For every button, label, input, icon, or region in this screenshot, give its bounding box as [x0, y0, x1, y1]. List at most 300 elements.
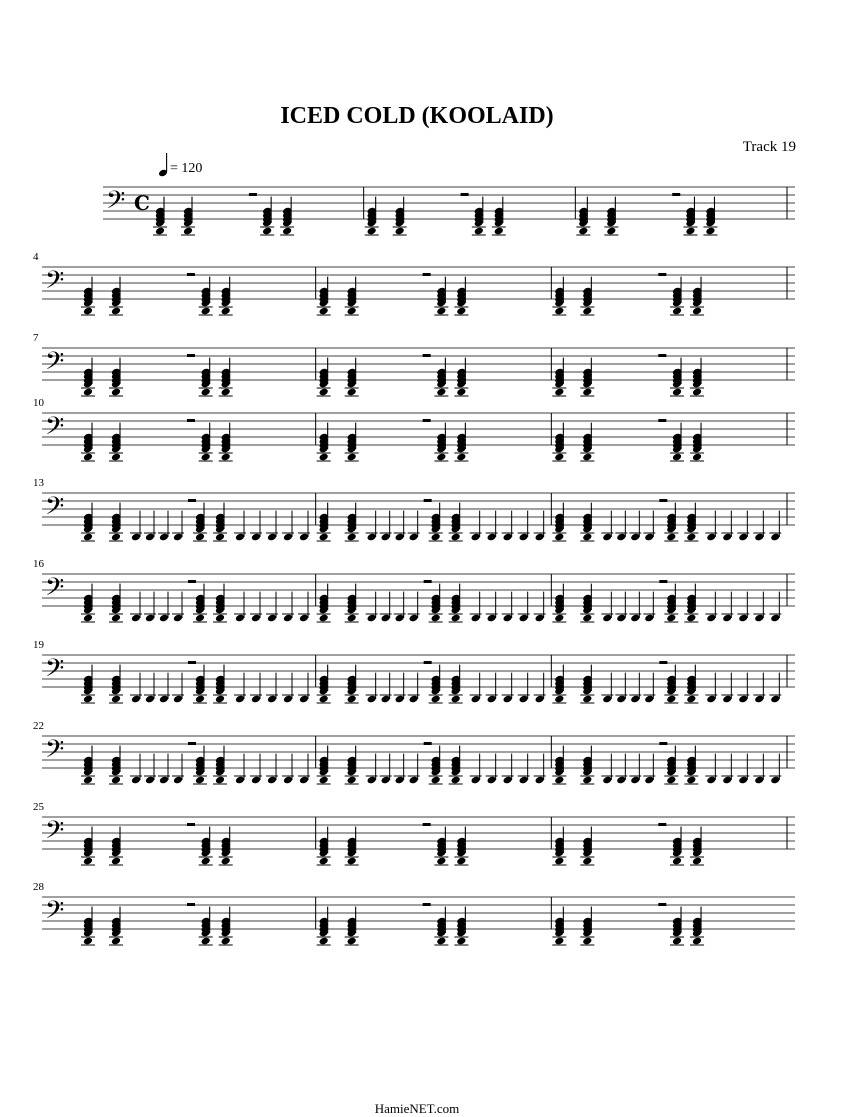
note: [705, 754, 717, 785]
note: [144, 511, 156, 542]
chord: [345, 665, 359, 704]
note-head: [319, 388, 329, 397]
note: [753, 592, 765, 623]
chord: [664, 584, 678, 623]
note-head: [554, 453, 564, 462]
note-head: [319, 937, 329, 946]
chord: [109, 665, 123, 704]
note-head: [672, 388, 682, 397]
note: [158, 511, 170, 542]
note-head: [436, 388, 446, 397]
note: [408, 511, 420, 542]
note-head: [582, 533, 592, 542]
note: [172, 754, 184, 785]
note-head: [474, 227, 484, 236]
rest-mark: [187, 354, 195, 357]
note: [629, 592, 641, 623]
note-head: [554, 695, 564, 704]
note-head: [606, 227, 616, 236]
note-head: [195, 776, 205, 785]
rest-mark: [188, 661, 196, 664]
note: [737, 511, 749, 542]
chord: [365, 197, 379, 236]
chord: [153, 197, 167, 236]
note-head: [83, 937, 93, 946]
note-head: [347, 533, 357, 542]
note-head: [436, 307, 446, 316]
bass-clef-icon: 𝄢: [45, 412, 65, 447]
note: [158, 754, 170, 785]
rest-mark: [659, 742, 667, 745]
chord: [580, 503, 594, 542]
chord: [193, 584, 207, 623]
note: [394, 592, 406, 623]
note: [753, 673, 765, 704]
note-head: [692, 857, 702, 866]
note: [502, 511, 514, 542]
note-head: [319, 307, 329, 316]
note-head: [201, 307, 211, 316]
note: [721, 754, 733, 785]
chord: [81, 358, 95, 397]
chord: [109, 277, 123, 316]
staff-system: [33, 801, 795, 865]
chord: [345, 746, 359, 785]
note: [502, 673, 514, 704]
chord: [690, 358, 704, 397]
chord: [552, 746, 566, 785]
chord: [81, 827, 95, 866]
note: [408, 592, 420, 623]
note: [366, 592, 378, 623]
chord: [345, 423, 359, 462]
note-head: [347, 695, 357, 704]
rest-mark: [461, 193, 469, 196]
note-head: [111, 453, 121, 462]
note: [250, 673, 262, 704]
note: [629, 754, 641, 785]
note-head: [215, 533, 225, 542]
note-head: [201, 857, 211, 866]
rest-mark: [658, 273, 666, 276]
note-head: [578, 227, 588, 236]
note-head: [686, 695, 696, 704]
chord: [434, 277, 448, 316]
note-head: [582, 614, 592, 623]
note: [394, 754, 406, 785]
chord: [552, 827, 566, 866]
chord: [434, 423, 448, 462]
chord: [345, 907, 359, 946]
note-head: [111, 614, 121, 623]
note: [172, 592, 184, 623]
note-head: [395, 227, 405, 236]
note: [534, 592, 546, 623]
note-head: [685, 227, 695, 236]
note-head: [347, 388, 357, 397]
note: [753, 754, 765, 785]
note: [705, 673, 717, 704]
note: [234, 592, 246, 623]
note-head: [201, 453, 211, 462]
note: [144, 754, 156, 785]
chord: [199, 827, 213, 866]
note: [158, 673, 170, 704]
note: [366, 673, 378, 704]
chord: [703, 197, 717, 236]
note-head: [215, 695, 225, 704]
chord: [219, 907, 233, 946]
note: [518, 673, 530, 704]
note: [769, 673, 781, 704]
note: [601, 673, 613, 704]
measure-number: 4: [33, 251, 39, 263]
note-head: [686, 533, 696, 542]
chord: [109, 746, 123, 785]
note: [266, 511, 278, 542]
chord: [109, 907, 123, 946]
note: [172, 673, 184, 704]
chord: [429, 503, 443, 542]
chord: [580, 358, 594, 397]
note-head: [451, 776, 461, 785]
note: [130, 754, 142, 785]
chord: [580, 584, 594, 623]
chord: [81, 584, 95, 623]
measure-number: 28: [33, 881, 44, 893]
note-head: [347, 776, 357, 785]
note: [234, 511, 246, 542]
note: [486, 511, 498, 542]
rest-mark: [424, 742, 432, 745]
note: [234, 754, 246, 785]
measure-number: 13: [33, 477, 44, 489]
note: [518, 511, 530, 542]
note-head: [83, 453, 93, 462]
note: [408, 673, 420, 704]
chord: [109, 827, 123, 866]
note: [534, 754, 546, 785]
note-head: [451, 614, 461, 623]
footer-site: HamieNET.com: [374, 1101, 460, 1116]
note: [144, 673, 156, 704]
chord: [604, 197, 618, 236]
chord: [260, 197, 274, 236]
chord: [690, 827, 704, 866]
chord: [664, 665, 678, 704]
note: [380, 592, 392, 623]
note: [643, 511, 655, 542]
note-head: [451, 695, 461, 704]
chord: [454, 907, 468, 946]
chord: [109, 503, 123, 542]
chord: [317, 907, 331, 946]
chord: [199, 423, 213, 462]
note-head: [554, 857, 564, 866]
note: [502, 592, 514, 623]
note: [705, 511, 717, 542]
note-head: [705, 227, 715, 236]
note: [130, 673, 142, 704]
measure-number: 25: [33, 801, 44, 813]
note-head: [666, 533, 676, 542]
note: [615, 754, 627, 785]
bass-clef-icon: 𝄢: [45, 573, 65, 608]
note: [130, 511, 142, 542]
chord: [193, 503, 207, 542]
chord: [552, 423, 566, 462]
chord: [213, 503, 227, 542]
note-head: [436, 937, 446, 946]
note: [298, 592, 310, 623]
note-head: [456, 453, 466, 462]
chord: [213, 665, 227, 704]
note-head: [83, 776, 93, 785]
rest-mark: [424, 499, 432, 502]
chord: [449, 746, 463, 785]
note: [366, 754, 378, 785]
chord: [670, 907, 684, 946]
note-head: [195, 695, 205, 704]
chord: [345, 827, 359, 866]
chord: [317, 746, 331, 785]
chord: [434, 827, 448, 866]
chord: [670, 277, 684, 316]
note: [643, 592, 655, 623]
note: [394, 511, 406, 542]
tempo-text: = 120: [170, 161, 203, 176]
note: [721, 673, 733, 704]
note-head: [554, 388, 564, 397]
chord: [449, 503, 463, 542]
note: [629, 673, 641, 704]
note: [172, 511, 184, 542]
chord: [472, 197, 486, 236]
chord: [219, 827, 233, 866]
chord: [317, 665, 331, 704]
note-head: [451, 533, 461, 542]
chord: [393, 197, 407, 236]
note: [298, 511, 310, 542]
chord: [317, 503, 331, 542]
note: [769, 592, 781, 623]
note: [721, 592, 733, 623]
note: [486, 592, 498, 623]
chord: [449, 665, 463, 704]
note: [470, 754, 482, 785]
chord: [576, 197, 590, 236]
chord: [684, 665, 698, 704]
staff-system: [33, 720, 795, 784]
chord: [81, 907, 95, 946]
rest-mark: [658, 903, 666, 906]
chord: [193, 665, 207, 704]
note-head: [262, 227, 272, 236]
chord: [199, 358, 213, 397]
note-head: [111, 533, 121, 542]
chord: [552, 907, 566, 946]
chord: [454, 827, 468, 866]
chord: [213, 746, 227, 785]
note-head: [319, 695, 329, 704]
staff-system: [33, 397, 795, 461]
note-head: [319, 453, 329, 462]
note-head: [83, 857, 93, 866]
rest-mark: [187, 903, 195, 906]
rest-mark: [659, 580, 667, 583]
staff-system: [33, 881, 795, 945]
chord: [109, 584, 123, 623]
note: [250, 592, 262, 623]
note: [470, 592, 482, 623]
chord: [81, 665, 95, 704]
note-head: [582, 695, 592, 704]
note-head: [456, 857, 466, 866]
chord: [280, 197, 294, 236]
chord: [684, 503, 698, 542]
note: [144, 592, 156, 623]
rest-mark: [423, 823, 431, 826]
note-head: [195, 614, 205, 623]
note-head: [456, 307, 466, 316]
chord: [552, 503, 566, 542]
chord: [580, 827, 594, 866]
chord: [434, 358, 448, 397]
note-head: [319, 776, 329, 785]
chord: [81, 277, 95, 316]
note: [470, 511, 482, 542]
bass-clef-icon: 𝄢: [45, 347, 65, 382]
chord: [81, 746, 95, 785]
chord: [454, 277, 468, 316]
measure-number: 19: [33, 639, 44, 651]
chord: [434, 907, 448, 946]
note-head: [221, 453, 231, 462]
bass-clef-icon: 𝄢: [45, 896, 65, 931]
note: [250, 511, 262, 542]
chord: [199, 907, 213, 946]
bass-clef-icon: 𝄢: [45, 266, 65, 301]
chord: [664, 503, 678, 542]
rest-mark: [423, 273, 431, 276]
chord: [684, 584, 698, 623]
note-head: [347, 937, 357, 946]
note-head: [83, 388, 93, 397]
note-head: [666, 776, 676, 785]
chord: [449, 584, 463, 623]
bass-clef-icon: 𝄢: [45, 654, 65, 689]
note: [234, 673, 246, 704]
note-head: [666, 614, 676, 623]
chord: [345, 584, 359, 623]
chord: [193, 746, 207, 785]
chord: [181, 197, 195, 236]
note: [486, 673, 498, 704]
note-head: [672, 937, 682, 946]
track-label: Track 19: [742, 139, 796, 155]
chord: [670, 827, 684, 866]
rest-mark: [423, 903, 431, 906]
note: [266, 592, 278, 623]
staff-system: [33, 639, 795, 703]
chord: [345, 358, 359, 397]
note-head: [367, 227, 377, 236]
chord: [317, 827, 331, 866]
note: [534, 511, 546, 542]
note-head: [111, 307, 121, 316]
note-head: [554, 776, 564, 785]
chord: [317, 277, 331, 316]
chord: [199, 277, 213, 316]
note-head: [692, 388, 702, 397]
note: [282, 511, 294, 542]
note-head: [554, 937, 564, 946]
note-head: [692, 937, 702, 946]
note-head: [111, 388, 121, 397]
note-head: [456, 937, 466, 946]
staff-system: [33, 477, 795, 541]
chord: [454, 358, 468, 397]
note: [380, 511, 392, 542]
chord: [552, 358, 566, 397]
rest-mark: [658, 354, 666, 357]
note-head: [83, 533, 93, 542]
note-head: [282, 227, 292, 236]
rest-mark: [187, 823, 195, 826]
note-head: [431, 614, 441, 623]
note-head: [686, 614, 696, 623]
note-head: [672, 857, 682, 866]
note-head: [494, 227, 504, 236]
rest-mark: [188, 580, 196, 583]
note: [486, 754, 498, 785]
chord: [81, 423, 95, 462]
note-head: [672, 453, 682, 462]
chord: [580, 746, 594, 785]
chord: [109, 423, 123, 462]
measure-number: 7: [33, 332, 39, 344]
note-head: [111, 695, 121, 704]
rest-mark: [423, 354, 431, 357]
note-head: [582, 307, 592, 316]
measure-number: 10: [33, 397, 44, 409]
note: [380, 673, 392, 704]
chord: [690, 907, 704, 946]
note: [130, 592, 142, 623]
note: [250, 754, 262, 785]
note-head: [347, 857, 357, 866]
note-head: [221, 857, 231, 866]
rest-mark: [187, 419, 195, 422]
chord: [664, 746, 678, 785]
note: [266, 673, 278, 704]
note: [380, 754, 392, 785]
note-head: [582, 453, 592, 462]
rest-mark: [187, 273, 195, 276]
note: [534, 673, 546, 704]
bass-clef-icon: 𝄢: [106, 186, 126, 221]
chord: [690, 277, 704, 316]
note: [601, 511, 613, 542]
note-head: [215, 776, 225, 785]
chord: [317, 358, 331, 397]
note-head: [83, 307, 93, 316]
bass-clef-icon: 𝄢: [45, 492, 65, 527]
note: [298, 754, 310, 785]
rest-mark: [658, 419, 666, 422]
note-head: [111, 776, 121, 785]
bass-clef-icon: 𝄢: [45, 816, 65, 851]
